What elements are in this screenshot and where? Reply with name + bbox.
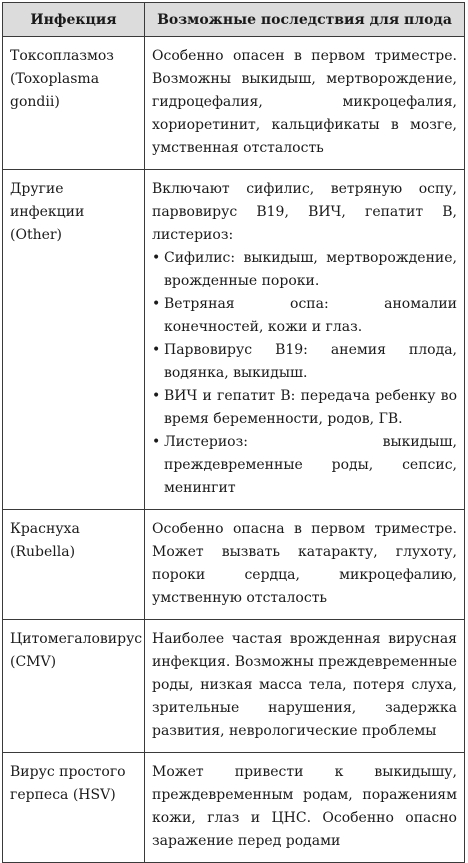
effects-text: Может привести к выкидышу, преждевременным родам, поражениям кожи, глаз и ЦНС. Особенно опасно заражение перед родами (152, 764, 457, 849)
infection-cell: Вирус простого герпеса (HSV) (3, 753, 145, 863)
effects-bullet-list (152, 247, 457, 500)
table-row (3, 510, 465, 620)
table-row (3, 753, 465, 863)
effects-text: Наиболее частая врожденная вирусная инфекция. Возможны преждевременные роды, низкая масса тела, потеря слуха, зрительные нарушения, задержка развития, неврологические проблемы (152, 631, 457, 739)
infection-cell: Токсоплазмоз (Toxoplasma gondii) (3, 37, 145, 170)
header-effects: Возможные последствия для плода (145, 3, 465, 37)
effects-cell (145, 170, 465, 510)
infections-table (2, 2, 465, 863)
bullet-item: • Сифилис: выкидыш, мертворождение, врожденные пороки. (164, 247, 457, 293)
effects-text: Включают сифилис, ветряную оспу, парвовирус B19, ВИЧ, гепатит B, листериоз: (152, 181, 457, 243)
infection-cell: Другие инфекции (Other) (3, 170, 145, 510)
effects-cell (145, 753, 465, 863)
bullet-item: • ВИЧ и гепатит B: передача ребенку во время беременности, родов, ГВ. (164, 385, 457, 431)
table-row (3, 37, 465, 170)
infection-cell: Цитомегаловирус (CMV) (3, 620, 145, 753)
header-infection: Инфекция (3, 3, 145, 37)
effects-text: Особенно опасен в первом триместре. Возможны выкидыш, мертворождение, гидроцефалия, микроцефалия, хориоретинит, кальцификаты в мозге, умственная отсталость (152, 48, 457, 156)
table-body (3, 37, 465, 863)
bullet-item: • Парвовирус B19: анемия плода, водянка, выкидыш. (164, 339, 457, 385)
effects-text: Особенно опасна в первом триместре. Может вызвать катаракту, глухоту, пороки сердца, микроцефалию, умственную отсталость (152, 521, 457, 606)
bullet-item: • Листериоз: выкидыш, преждевременные роды, сепсис, менингит (164, 431, 457, 500)
effects-cell (145, 37, 465, 170)
infection-cell: Краснуха (Rubella) (3, 510, 145, 620)
effects-cell (145, 620, 465, 753)
header-row (3, 3, 465, 37)
table-row (3, 620, 465, 753)
bullet-item: • Ветряная оспа: аномалии конечностей, кожи и глаз. (164, 293, 457, 339)
table-row (3, 170, 465, 510)
effects-cell (145, 510, 465, 620)
